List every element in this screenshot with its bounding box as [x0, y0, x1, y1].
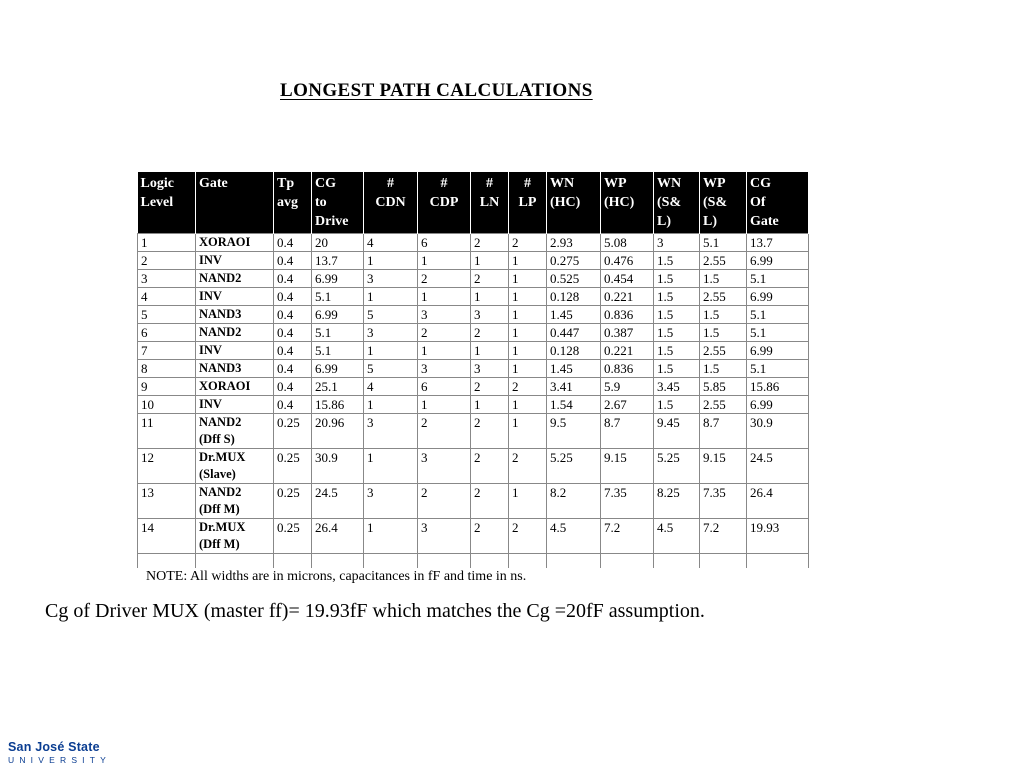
table-cell: 5.85 — [700, 378, 747, 396]
table-cell: 1.5 — [654, 270, 700, 288]
table-cell: 2 — [418, 414, 471, 449]
table-cell: 2.93 — [547, 234, 601, 252]
table-cell: 3 — [471, 306, 509, 324]
table-cell: 4 — [364, 378, 418, 396]
table-cell: 8.2 — [547, 484, 601, 519]
table-cell: 0.25 — [274, 484, 312, 519]
table-cell: 0.128 — [547, 342, 601, 360]
table-cell: 9.15 — [601, 449, 654, 484]
table-cell: 7.2 — [601, 519, 654, 554]
header-lp: # LP — [509, 172, 547, 234]
table-cell: 2 — [471, 234, 509, 252]
header-cg-to-drive: CG to Drive — [312, 172, 364, 234]
table-filler-row — [138, 554, 809, 569]
table-cell: 6.99 — [312, 306, 364, 324]
table-cell: 0.25 — [274, 414, 312, 449]
table-cell: 4 — [138, 288, 196, 306]
table-cell: 6.99 — [312, 360, 364, 378]
table-cell: 0.221 — [601, 288, 654, 306]
header-wn-hc: WN (HC) — [547, 172, 601, 234]
table-cell: 2 — [471, 414, 509, 449]
table-row — [138, 519, 809, 554]
table-cell: 4 — [364, 234, 418, 252]
table-cell: 9.15 — [700, 449, 747, 484]
table-cell: 8.7 — [700, 414, 747, 449]
table-cell: 1.5 — [654, 360, 700, 378]
table-cell: 5.9 — [601, 378, 654, 396]
table-cell: 1.5 — [654, 324, 700, 342]
table-cell: 5.08 — [601, 234, 654, 252]
table-row — [138, 288, 809, 306]
table-cell: 4.5 — [547, 519, 601, 554]
table-cell: 5.1 — [747, 360, 809, 378]
table-cell: 1 — [418, 342, 471, 360]
table-cell: 15.86 — [312, 396, 364, 414]
table-cell: 10 — [138, 396, 196, 414]
table-cell: 2 — [138, 252, 196, 270]
table-cell: 24.5 — [312, 484, 364, 519]
table-cell: 1 — [509, 270, 547, 288]
table-cell: 2 — [471, 449, 509, 484]
table-cell: 0.4 — [274, 252, 312, 270]
empty-cell — [700, 554, 747, 569]
header-tp-avg: Tp avg — [274, 172, 312, 234]
table-cell: 6.99 — [747, 396, 809, 414]
table-cell: 3.41 — [547, 378, 601, 396]
table-cell: 1 — [509, 324, 547, 342]
table-cell: 1 — [364, 396, 418, 414]
gate-cell: Dr.MUX (Slave) — [196, 449, 274, 484]
gate-cell: INV — [196, 342, 274, 360]
table-cell: 9 — [138, 378, 196, 396]
table-cell: 5 — [138, 306, 196, 324]
table-cell: 1.5 — [700, 324, 747, 342]
table-row — [138, 414, 809, 449]
table-cell: 0.387 — [601, 324, 654, 342]
table-cell: 0.4 — [274, 324, 312, 342]
table-cell: 6 — [418, 234, 471, 252]
table-cell: 1 — [364, 449, 418, 484]
table-cell: 0.128 — [547, 288, 601, 306]
table-cell: 1 — [418, 396, 471, 414]
table-cell: 1 — [471, 396, 509, 414]
table-row — [138, 234, 809, 252]
table-cell: 1 — [471, 342, 509, 360]
table-row — [138, 342, 809, 360]
gate-cell: NAND2 (Dff M) — [196, 484, 274, 519]
table-cell: 2 — [471, 270, 509, 288]
table-cell: 0.476 — [601, 252, 654, 270]
table-cell: 0.4 — [274, 234, 312, 252]
table-cell: 6 — [138, 324, 196, 342]
table-cell: 0.447 — [547, 324, 601, 342]
empty-cell — [274, 554, 312, 569]
table-cell: 1.5 — [654, 306, 700, 324]
table-cell: 7.35 — [601, 484, 654, 519]
slide-title-text: LONGEST PATH CALCULATIONS — [280, 80, 593, 101]
table-cell: 26.4 — [747, 484, 809, 519]
table-cell: 2 — [471, 484, 509, 519]
empty-cell — [547, 554, 601, 569]
table-cell: 25.1 — [312, 378, 364, 396]
table-cell: 0.4 — [274, 342, 312, 360]
table-row — [138, 449, 809, 484]
table-cell: 3 — [364, 484, 418, 519]
table-cell: 3 — [418, 519, 471, 554]
table-cell: 3 — [364, 324, 418, 342]
table-cell: 11 — [138, 414, 196, 449]
table-cell: 7.2 — [700, 519, 747, 554]
table-row — [138, 252, 809, 270]
table-cell: 0.275 — [547, 252, 601, 270]
table-cell: 1.45 — [547, 360, 601, 378]
header-cdn: # CDN — [364, 172, 418, 234]
table-cell: 0.221 — [601, 342, 654, 360]
gate-cell: NAND3 — [196, 306, 274, 324]
table-cell: 0.25 — [274, 519, 312, 554]
table-cell: 7.35 — [700, 484, 747, 519]
table-cell: 1.5 — [654, 288, 700, 306]
table-cell: 0.4 — [274, 396, 312, 414]
table-cell: 5 — [364, 306, 418, 324]
header-gate: Gate — [196, 172, 274, 234]
table-cell: 2 — [418, 324, 471, 342]
table-cell: 5.1 — [747, 324, 809, 342]
table-cell: 3 — [418, 360, 471, 378]
table-cell: 3.45 — [654, 378, 700, 396]
header-wp-sl: WP (S& L) — [700, 172, 747, 234]
empty-cell — [601, 554, 654, 569]
table-cell: 3 — [418, 306, 471, 324]
table-cell: 1 — [509, 252, 547, 270]
table-cell: 8.7 — [601, 414, 654, 449]
gate-cell: INV — [196, 288, 274, 306]
table-cell: 5.1 — [747, 306, 809, 324]
table-cell: 5.25 — [654, 449, 700, 484]
table-cell: 3 — [654, 234, 700, 252]
table-cell: 1.5 — [654, 342, 700, 360]
table-cell: 2.55 — [700, 288, 747, 306]
empty-cell — [471, 554, 509, 569]
header-logic-level: Logic Level — [138, 172, 196, 234]
gate-cell: INV — [196, 396, 274, 414]
empty-cell — [747, 554, 809, 569]
table-cell: 3 — [418, 449, 471, 484]
gate-cell: XORAOI — [196, 234, 274, 252]
header-cdp: # CDP — [418, 172, 471, 234]
table-cell: 7 — [138, 342, 196, 360]
table-cell: 6 — [418, 378, 471, 396]
table-cell: 1 — [509, 360, 547, 378]
slide-title — [280, 80, 593, 102]
table-cell: 20.96 — [312, 414, 364, 449]
table-cell: 0.4 — [274, 270, 312, 288]
table-cell: 8.25 — [654, 484, 700, 519]
table-cell: 2.55 — [700, 396, 747, 414]
table-cell: 2 — [509, 519, 547, 554]
table-cell: 3 — [364, 270, 418, 288]
table-cell: 1 — [471, 288, 509, 306]
gate-cell: XORAOI — [196, 378, 274, 396]
table-cell: 5.1 — [747, 270, 809, 288]
table-cell: 1 — [364, 519, 418, 554]
table-cell: 0.836 — [601, 306, 654, 324]
table-cell: 2 — [509, 449, 547, 484]
gate-cell: Dr.MUX (Dff M) — [196, 519, 274, 554]
table-cell: 24.5 — [747, 449, 809, 484]
table-header-row — [138, 172, 809, 234]
table-cell: 0.4 — [274, 378, 312, 396]
table-cell: 2 — [471, 324, 509, 342]
logo-line-2: UNIVERSITY — [8, 755, 112, 765]
table-cell: 1.5 — [700, 360, 747, 378]
table-cell: 1 — [509, 396, 547, 414]
table-cell: 9.45 — [654, 414, 700, 449]
table-cell: 1 — [364, 252, 418, 270]
table-cell: 2 — [471, 378, 509, 396]
table-cell: 13.7 — [312, 252, 364, 270]
table-row — [138, 360, 809, 378]
table-cell: 19.93 — [747, 519, 809, 554]
table-row — [138, 324, 809, 342]
table-cell: 1 — [509, 414, 547, 449]
table-cell: 3 — [364, 414, 418, 449]
table-cell: 0.454 — [601, 270, 654, 288]
table-cell: 1 — [418, 252, 471, 270]
empty-cell — [418, 554, 471, 569]
table-cell: 2 — [418, 484, 471, 519]
header-cg-of-gate: CG Of Gate — [747, 172, 809, 234]
table-cell: 5.1 — [700, 234, 747, 252]
table-row — [138, 270, 809, 288]
table-cell: 1 — [509, 306, 547, 324]
table-cell: 1 — [138, 234, 196, 252]
table-cell: 4.5 — [654, 519, 700, 554]
table-cell: 1 — [509, 342, 547, 360]
table-cell: 2.55 — [700, 342, 747, 360]
table-cell: 2 — [509, 378, 547, 396]
table-cell: 30.9 — [312, 449, 364, 484]
table-cell: 9.5 — [547, 414, 601, 449]
table-row — [138, 306, 809, 324]
table-cell: 30.9 — [747, 414, 809, 449]
empty-cell — [509, 554, 547, 569]
table-cell: 1 — [471, 252, 509, 270]
university-logo — [8, 741, 111, 766]
table-cell: 0.4 — [274, 360, 312, 378]
table-cell: 20 — [312, 234, 364, 252]
table-cell: 26.4 — [312, 519, 364, 554]
table-cell: 6.99 — [312, 270, 364, 288]
table-cell: 13.7 — [747, 234, 809, 252]
table-cell: 5.25 — [547, 449, 601, 484]
table-cell: 2 — [509, 234, 547, 252]
gate-cell: NAND2 (Dff S) — [196, 414, 274, 449]
gate-cell: NAND2 — [196, 270, 274, 288]
table-cell: 1 — [418, 288, 471, 306]
table-cell: 5.1 — [312, 324, 364, 342]
table-cell: 1.45 — [547, 306, 601, 324]
table-cell: 1 — [509, 484, 547, 519]
empty-cell — [196, 554, 274, 569]
table-cell: 14 — [138, 519, 196, 554]
table-cell: 6.99 — [747, 252, 809, 270]
header-wn-sl: WN (S& L) — [654, 172, 700, 234]
table-cell: 12 — [138, 449, 196, 484]
units-note: NOTE: All widths are in microns, capacitances in fF and time in ns. — [146, 569, 527, 584]
table-cell: 6.99 — [747, 288, 809, 306]
table-cell: 3 — [471, 360, 509, 378]
table-cell: 13 — [138, 484, 196, 519]
table-cell: 2.67 — [601, 396, 654, 414]
gate-cell: NAND2 — [196, 324, 274, 342]
gate-cell: INV — [196, 252, 274, 270]
table-row — [138, 396, 809, 414]
table-cell: 5 — [364, 360, 418, 378]
empty-cell — [364, 554, 418, 569]
table-cell: 1 — [364, 342, 418, 360]
table-cell: 1.5 — [654, 396, 700, 414]
table-cell: 0.836 — [601, 360, 654, 378]
table-cell: 15.86 — [747, 378, 809, 396]
logo-line-1: San José State — [8, 740, 100, 754]
table-cell: 1 — [509, 288, 547, 306]
empty-cell — [138, 554, 196, 569]
table-cell: 8 — [138, 360, 196, 378]
empty-cell — [312, 554, 364, 569]
table-cell: 2 — [471, 519, 509, 554]
table-cell: 0.25 — [274, 449, 312, 484]
table-cell: 1.5 — [700, 306, 747, 324]
table-cell: 1.54 — [547, 396, 601, 414]
table-cell: 3 — [138, 270, 196, 288]
table-cell: 2.55 — [700, 252, 747, 270]
table-cell: 1 — [364, 288, 418, 306]
result-caption: Cg of Driver MUX (master ff)= 19.93fF which matches the Cg =20fF assumption. — [45, 600, 705, 622]
longest-path-table — [137, 172, 809, 568]
header-wp-hc: WP (HC) — [601, 172, 654, 234]
gate-cell: NAND3 — [196, 360, 274, 378]
table-cell: 5.1 — [312, 288, 364, 306]
table-cell: 1.5 — [700, 270, 747, 288]
table-cell: 0.4 — [274, 306, 312, 324]
table-row — [138, 378, 809, 396]
table-cell: 0.525 — [547, 270, 601, 288]
table-cell: 2 — [418, 270, 471, 288]
table-cell: 5.1 — [312, 342, 364, 360]
table-cell: 6.99 — [747, 342, 809, 360]
header-ln: # LN — [471, 172, 509, 234]
table-cell: 0.4 — [274, 288, 312, 306]
empty-cell — [654, 554, 700, 569]
table-row — [138, 484, 809, 519]
table-cell: 1.5 — [654, 252, 700, 270]
